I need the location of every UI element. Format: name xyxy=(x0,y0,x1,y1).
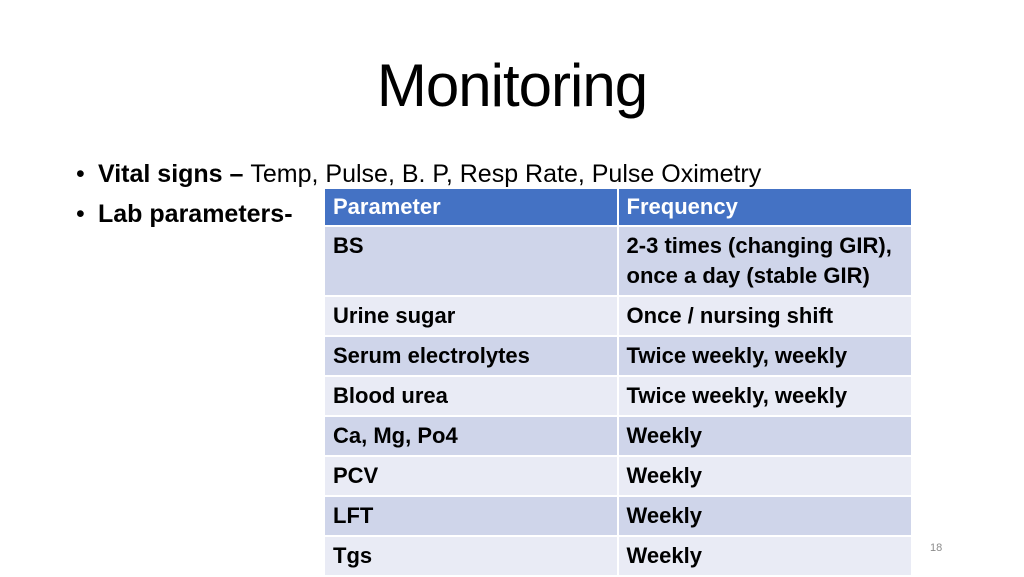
cell-frequency: Once / nursing shift xyxy=(618,296,912,336)
table-row xyxy=(325,226,912,296)
page-number: 18 xyxy=(930,542,943,554)
cell-parameter: Ca, Mg, Po4 xyxy=(325,416,618,456)
table-row xyxy=(325,336,912,376)
cell-frequency: Weekly xyxy=(618,496,912,536)
vital-signs-label: Vital signs – xyxy=(98,160,251,188)
bullet-vital-signs xyxy=(74,154,761,194)
cell-frequency-line: once a day (stable GIR) xyxy=(626,263,870,288)
cell-parameter: LFT xyxy=(325,496,618,536)
table-row xyxy=(325,456,912,496)
cell-frequency: Weekly xyxy=(618,456,912,496)
vital-signs-text: Temp, Pulse, B. P, Resp Rate, Pulse Oximetry xyxy=(250,160,762,188)
header-parameter: Parameter xyxy=(325,189,618,226)
cell-frequency: Twice weekly, weekly xyxy=(618,376,912,416)
table-header-row xyxy=(325,189,912,226)
cell-parameter: Urine sugar xyxy=(325,296,618,336)
cell-parameter: BS xyxy=(325,226,618,296)
table-row xyxy=(325,296,912,336)
cell-parameter: PCV xyxy=(325,456,618,496)
table-row xyxy=(325,376,912,416)
header-frequency: Frequency xyxy=(618,189,912,226)
cell-parameter: Tgs xyxy=(325,536,618,576)
lab-parameters-label: Lab parameters- xyxy=(98,200,293,228)
cell-parameter: Serum electrolytes xyxy=(325,336,618,376)
cell-frequency-line: 2-3 times (changing GIR), xyxy=(626,233,892,258)
slide-title: Monitoring xyxy=(376,52,648,119)
cell-parameter: Blood urea xyxy=(325,376,618,416)
cell-frequency: Weekly xyxy=(618,416,912,456)
cell-frequency: Twice weekly, weekly xyxy=(618,336,912,376)
table-row xyxy=(325,536,912,576)
cell-frequency: Weekly xyxy=(618,536,912,576)
bullet-dot-icon: • xyxy=(76,200,85,228)
table-row xyxy=(325,416,912,456)
bullet-dot-icon: • xyxy=(76,160,85,188)
lab-parameters-table xyxy=(325,189,913,577)
cell-frequency xyxy=(618,226,912,296)
table-row xyxy=(325,496,912,536)
